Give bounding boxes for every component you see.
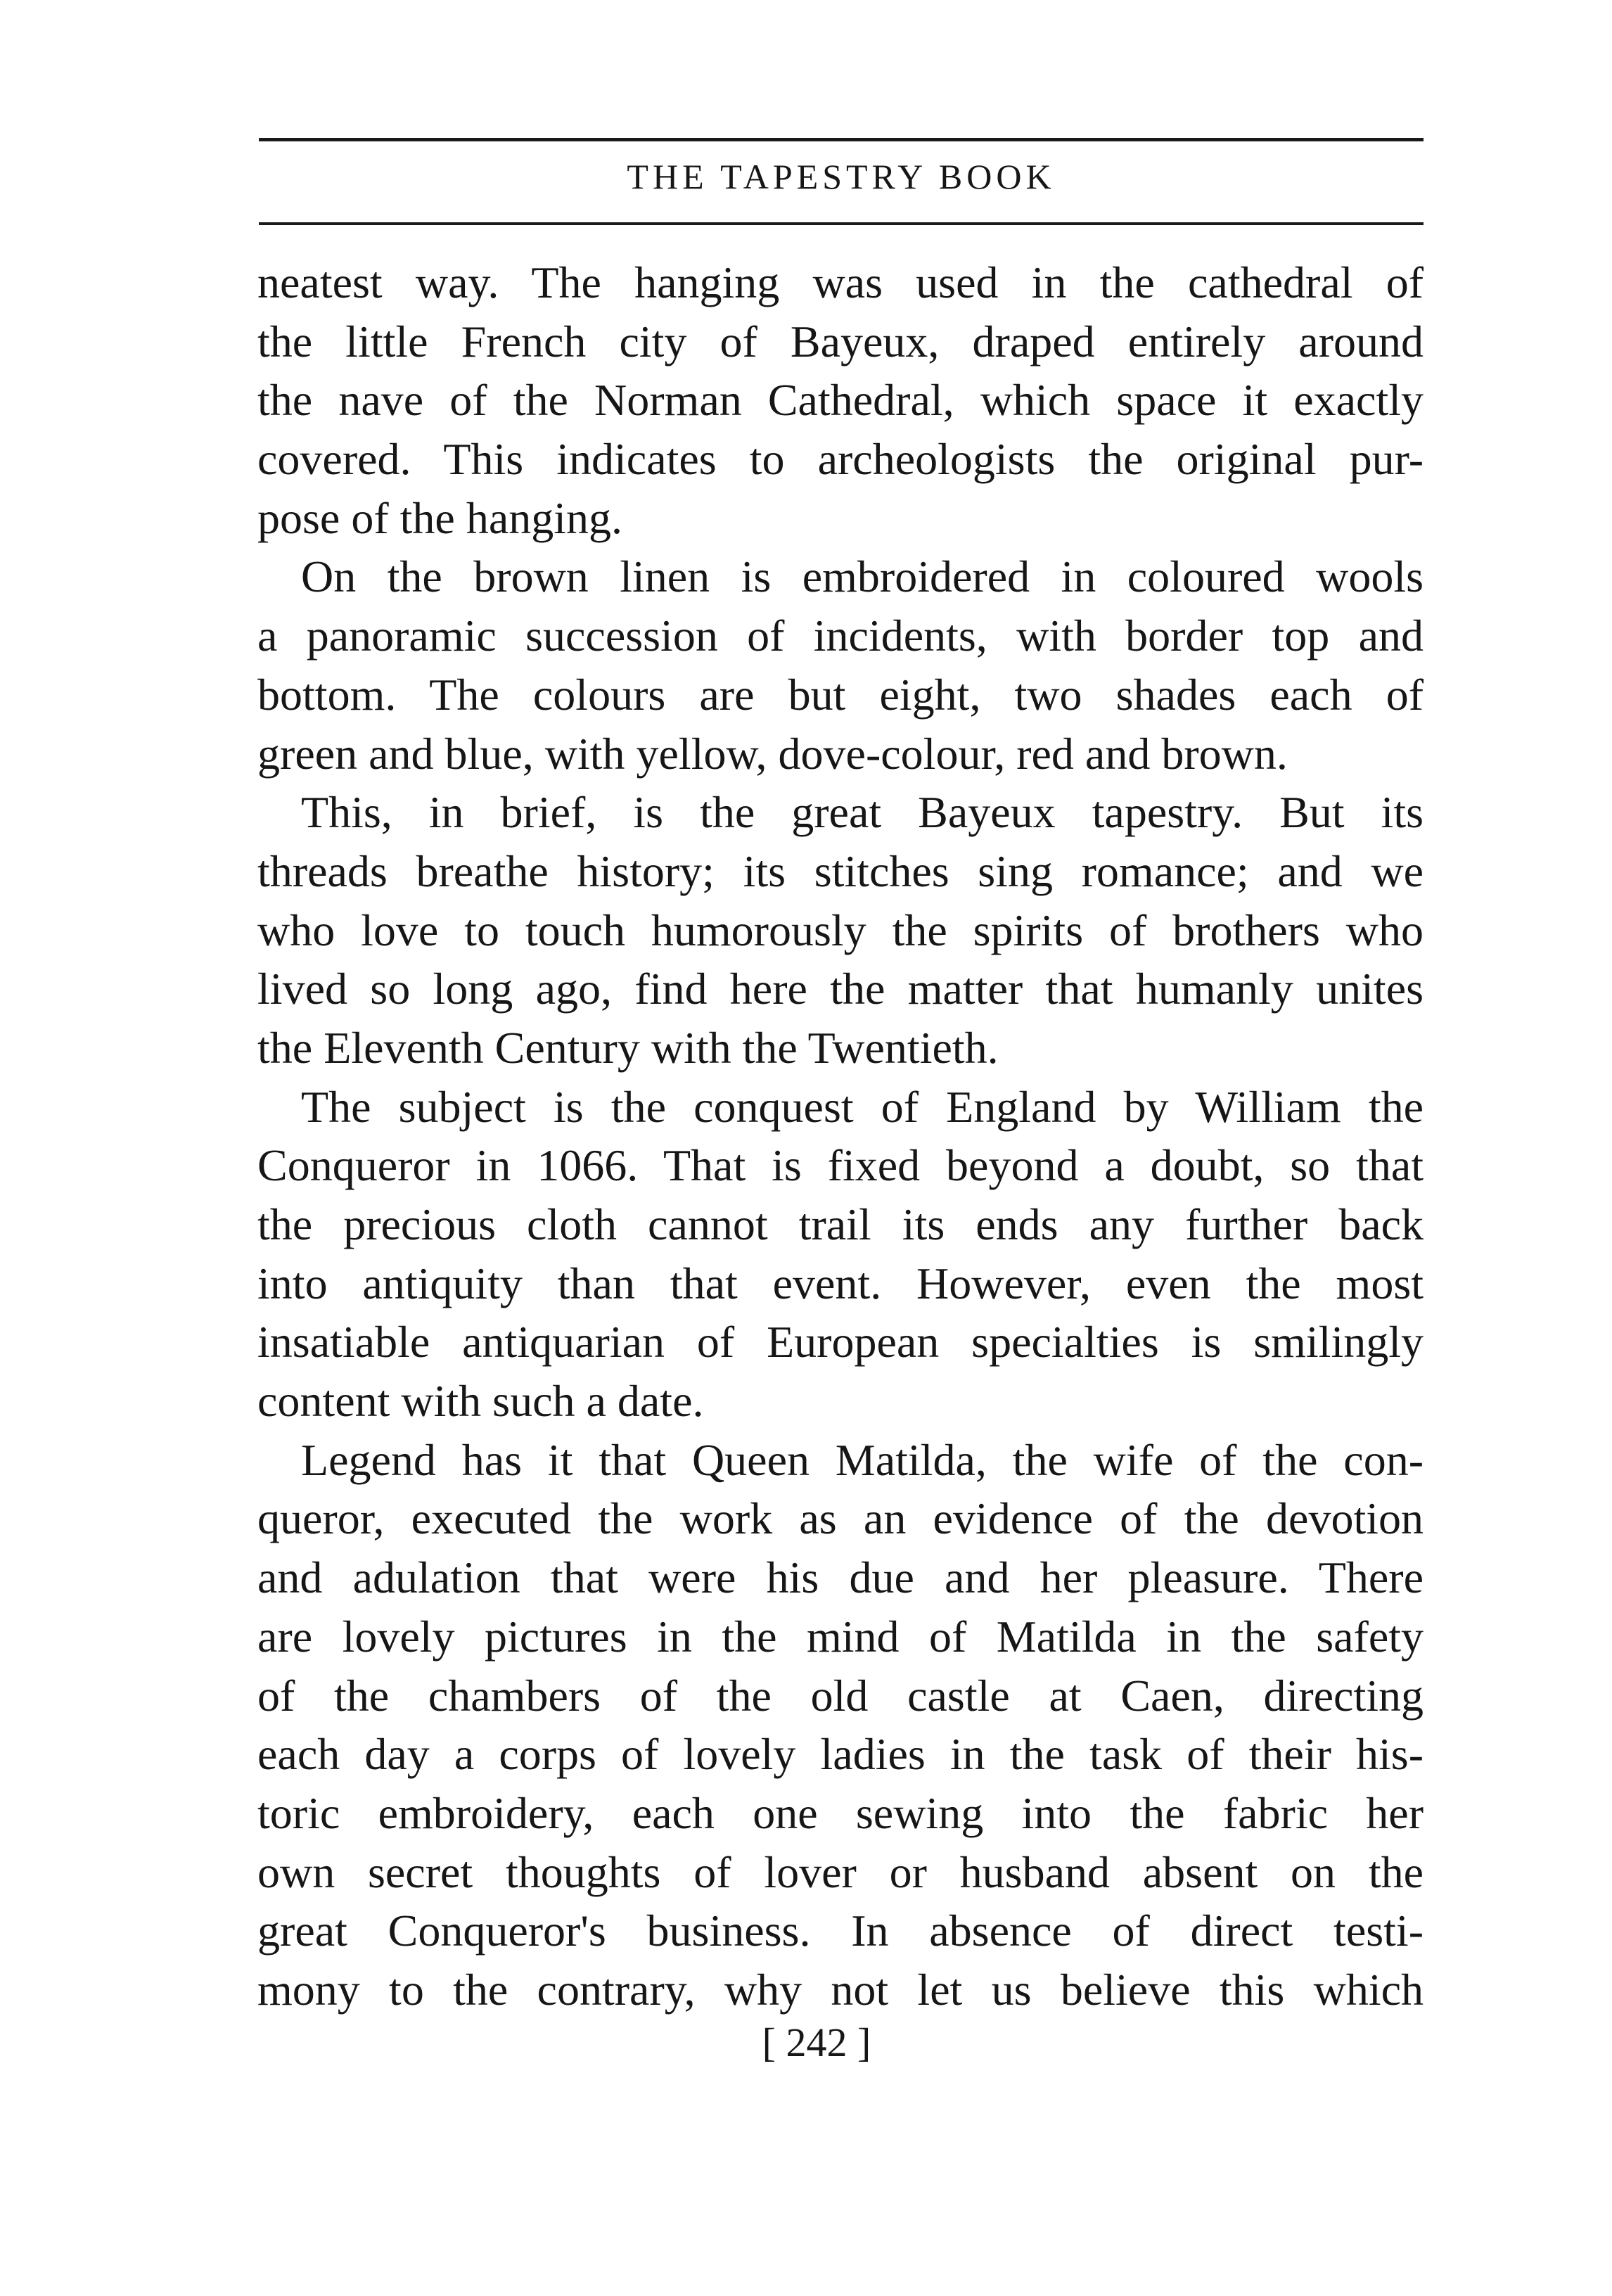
text-line: This, in brief, is the great Bayeux tapestry. But its [301, 787, 1424, 838]
body-text [257, 253, 1424, 2020]
text-line: The subject is the conquest of England by William the [301, 1081, 1424, 1132]
text-line: content with such a date. [257, 1376, 704, 1427]
text-line: neatest way. The hanging was used in the cathedral of [257, 257, 1424, 307]
text-line: insatiable antiquarian of European specialties is smilingly [257, 1317, 1424, 1367]
text-line: the nave of the Norman Cathedral, which space it exactly [257, 375, 1424, 426]
paragraph [257, 547, 1424, 783]
text-line: lived so long ago, find here the matter that humanly unites [257, 964, 1424, 1014]
text-line: great Conqueror's business. In absence of direct testi- [257, 1906, 1424, 1956]
text-line: own secret thoughts of lover or husband absent on the [257, 1847, 1424, 1897]
page-number: [ 242 ] [762, 2020, 871, 2065]
text-line: pose of the hanging. [257, 492, 622, 543]
text-line: On the brown linen is embroidered in coloured wools [301, 551, 1424, 602]
text-line: bottom. The colours are but eight, two shades each of [257, 669, 1424, 720]
text-line: the little French city of Bayeux, draped entirely around [257, 316, 1424, 366]
paragraph [257, 1078, 1424, 1431]
text-line: the precious cloth cannot trail its ends any further back [257, 1199, 1424, 1249]
text-line: Legend has it that Queen Matilda, the wife of the con- [301, 1434, 1424, 1485]
text-line: queror, executed the work as an evidence of the devotion [257, 1493, 1424, 1544]
text-line: a panoramic succession of incidents, with border top and [257, 611, 1424, 661]
running-head: THE TAPESTRY BOOK [627, 157, 1056, 196]
paragraph [257, 783, 1424, 1077]
text-line: and adulation that were his due and her pleasure. There [257, 1552, 1424, 1603]
text-line: of the chambers of the old castle at Caen, directing [257, 1670, 1424, 1721]
text-line: who love to touch humorously the spirits of brothers who [257, 905, 1424, 955]
paragraph [257, 253, 1424, 547]
header-rule-top [259, 138, 1424, 141]
text-line: covered. This indicates to archeologists the original pur- [257, 434, 1424, 485]
text-line: threads breathe history; its stitches sing romance; and we [257, 846, 1424, 896]
text-line: the Eleventh Century with the Twentieth. [257, 1022, 999, 1073]
text-line: toric embroidery, each one sewing into the fabric her [257, 1787, 1424, 1838]
text-line: mony to the contrary, why not let us believe this which [257, 1964, 1424, 2015]
text-line: into antiquity than that event. However, even the most [257, 1258, 1424, 1308]
text-line: each day a corps of lovely ladies in the task of their his- [257, 1729, 1424, 1780]
header-rule-bottom [259, 222, 1424, 225]
text-line: green and blue, with yellow, dove-colour, red and brown. [257, 728, 1288, 779]
text-line: are lovely pictures in the mind of Matilda in the safety [257, 1611, 1424, 1662]
paragraph [257, 1431, 1424, 2020]
text-line: Conqueror in 1066. That is fixed beyond a doubt, so that [257, 1140, 1424, 1191]
